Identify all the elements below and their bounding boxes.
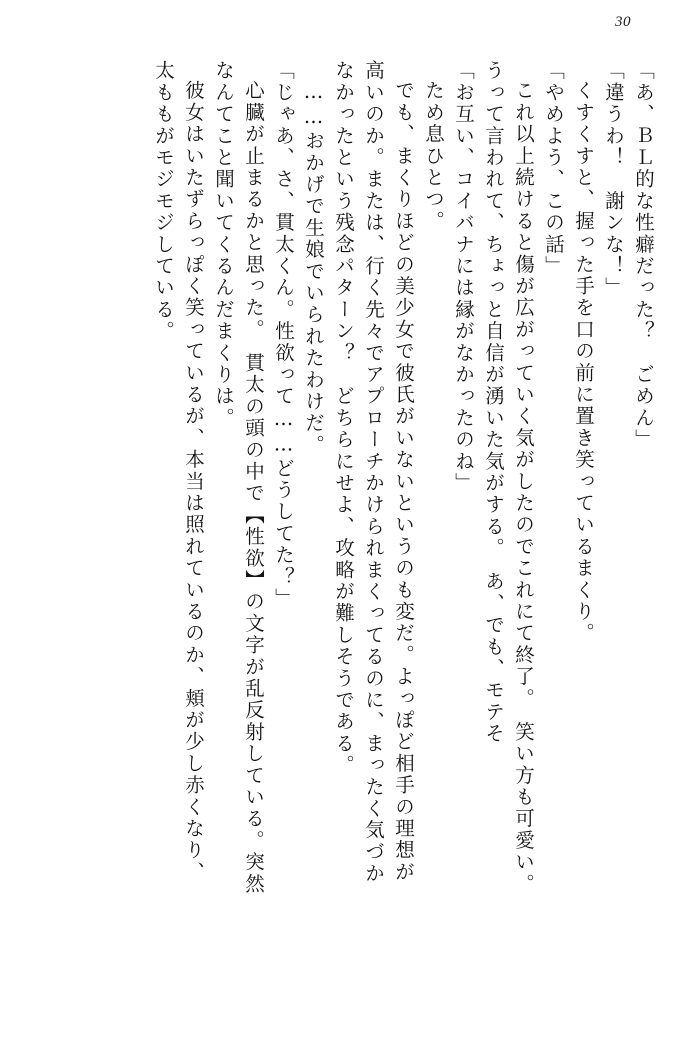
text-line: くすくすと、握った手を口の前に置き笑っているまくり。 — [572, 80, 595, 645]
text-line: ……おかげで生娘でいられたわけだ。 — [302, 80, 325, 456]
text-line: ため息ひとつ。 — [422, 80, 445, 232]
text-line: 「あ、ＢＬ的な性癖だった？ ごめん」 — [632, 60, 655, 451]
text-line: うって言われて、ちょっと自信が湧いた気がする。 あ、でも、モテそ — [482, 60, 505, 745]
text-line: 「じゃあ、さ、貫太くん。性欲って……どうしてた？」 — [272, 60, 295, 610]
text-line: 太ももがモジモジしている。 — [152, 60, 175, 343]
page-number: 30 — [615, 14, 631, 30]
text-line: 「やめよう、この話」 — [542, 60, 565, 277]
text-line: これ以上続けると傷が広がっていく気がしたのでこれにて終了。 笑い方も可愛い。 — [512, 80, 535, 895]
text-line: でも、まくりほどの美少女で彼氏がいないというのも変だ。よっぽど相手の理想が — [392, 80, 415, 883]
text-line: なんてこと聞いてくるんだまくりは。 — [212, 60, 235, 429]
text-line: 「違うわ！ 謝ンな！」 — [602, 60, 625, 299]
text-line: 彼女はいたずらっぽく笑っているが、本当は照れているのか、頬が少し赤くなり、 — [182, 80, 205, 883]
vertical-text-block — [36, 60, 653, 1014]
text-line: 高いのか。または、行く先々でアプローチかけられまくってるのに、まったく気づか — [362, 60, 385, 885]
text-line: 「お互い、コイバナには縁がなかったのね」 — [452, 60, 475, 494]
text-line: 心臓が止まるかと思った。 貫太の頭の中で【性欲】の文字が乱反射している。突然 — [242, 80, 265, 895]
text-line: なかったという残念パターン？ どちらにせよ、攻略が難しそうである。 — [332, 60, 355, 777]
